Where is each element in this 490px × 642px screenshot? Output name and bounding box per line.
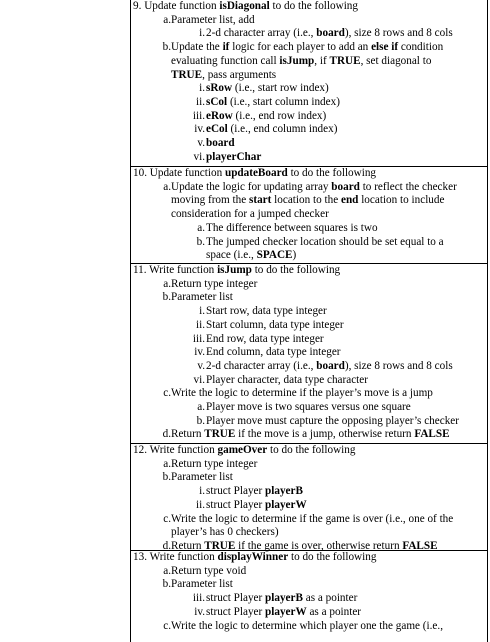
item-text: Return type integer	[171, 457, 258, 470]
item-bold: TRUE	[204, 539, 236, 552]
item-bold: board	[316, 359, 345, 372]
item-text: , set diagonal to	[360, 54, 432, 67]
item-text: evaluating function call	[171, 54, 280, 67]
list-item	[131, 41, 487, 55]
list-item	[131, 123, 487, 137]
item-bold: eCol	[206, 123, 228, 136]
title-text: Update function	[144, 0, 220, 12]
list-marker: ii.	[195, 95, 205, 108]
function-name: gameOver	[217, 444, 268, 456]
item-bold: end	[340, 194, 359, 207]
list-item	[131, 27, 487, 41]
list-marker: d.	[162, 539, 171, 552]
list-marker: a.	[163, 277, 171, 290]
item-bold: FALSE	[414, 428, 450, 441]
item-text: struct Player	[206, 605, 266, 618]
list-item	[131, 592, 487, 606]
list-item	[131, 428, 487, 442]
list-item	[131, 606, 487, 620]
list-item	[131, 333, 487, 347]
list-marker: a.	[163, 13, 171, 26]
item-bold: TRUE	[204, 428, 236, 441]
section-title	[131, 264, 487, 278]
item-bold: start	[249, 194, 272, 207]
function-name: isDiagonal	[219, 0, 270, 12]
list-marker: v.	[197, 359, 205, 372]
list-item	[131, 110, 487, 124]
list-marker: iii.	[192, 592, 205, 605]
item-text: as a pointer	[306, 605, 362, 618]
list-item	[131, 82, 487, 96]
list-marker: ii.	[195, 318, 205, 331]
list-item	[131, 360, 487, 374]
list-marker: iv.	[194, 123, 205, 136]
item-text: , if	[314, 54, 330, 67]
section-title	[131, 444, 487, 458]
item-bold: board	[331, 180, 360, 193]
section-cell	[131, 167, 487, 264]
item-text: Player character, data type character	[206, 373, 368, 386]
list-marker: vi.	[193, 373, 205, 386]
title-text: Write function	[149, 551, 218, 563]
list-marker: c.	[163, 512, 171, 525]
list-marker: d.	[162, 428, 171, 441]
item-text: struct Player	[206, 485, 266, 498]
section-cell	[131, 444, 487, 551]
item-text: Update the	[171, 41, 223, 54]
item-text: Parameter list	[171, 291, 233, 304]
item-text: Return type integer	[171, 277, 258, 290]
item-bold: else if	[371, 41, 399, 54]
list-item	[131, 181, 487, 195]
item-bold: sRow	[206, 82, 233, 95]
item-text: Write the logic to determine which player one the game (i.e.,	[171, 619, 443, 632]
title-text: to do the following	[288, 551, 377, 563]
list-marker: iv.	[194, 346, 205, 359]
list-item	[131, 291, 487, 305]
list-item	[131, 458, 487, 472]
list-marker: c.	[163, 619, 171, 632]
function-name: displayWinner	[217, 551, 289, 563]
list-item	[131, 620, 487, 634]
item-text: moving from the	[171, 194, 249, 207]
item-text: Parameter list, add	[171, 13, 255, 26]
list-marker: i.	[199, 82, 205, 95]
item-text: (i.e., end row index)	[232, 109, 327, 122]
item-text: Start column, data type integer	[206, 318, 344, 331]
item-text: space (i.e.,	[206, 249, 257, 262]
list-item	[131, 499, 487, 513]
list-marker: a.	[197, 401, 205, 414]
item-text: location to the	[271, 194, 341, 207]
item-text: struct Player	[206, 498, 266, 511]
function-name: isJump	[217, 264, 252, 276]
item-bold: board	[316, 27, 345, 40]
list-item	[131, 249, 487, 263]
item-text: consideration for a jumped checker	[171, 208, 329, 221]
item-text: Player move must capture the opposing player’s checker	[206, 414, 459, 427]
list-item	[131, 151, 487, 165]
section-cell	[131, 264, 487, 444]
list-item	[131, 578, 487, 592]
item-bold: if	[222, 41, 230, 54]
section-cell	[131, 0, 487, 167]
item-text: logic for each player to add an	[229, 41, 372, 54]
list-item	[131, 415, 487, 429]
list-marker: a.	[163, 564, 171, 577]
list-item	[131, 471, 487, 485]
item-text: End row, data type integer	[206, 332, 324, 345]
item-text: if the move is a jump, otherwise return	[235, 428, 415, 441]
item-bold: playerB	[265, 592, 303, 605]
list-marker: a.	[163, 180, 171, 193]
list-marker: i.	[199, 305, 205, 318]
list-marker: b.	[196, 235, 205, 248]
list-item	[131, 374, 487, 388]
item-text: 2-d character array (i.e.,	[206, 359, 317, 372]
title-text: to do the following	[287, 167, 377, 179]
list-item	[131, 236, 487, 250]
item-text: (i.e., end column index)	[227, 123, 338, 136]
list-marker: a.	[163, 457, 171, 470]
item-text: Return type void	[171, 564, 247, 577]
title-text: to do the following	[251, 264, 341, 276]
item-text: ), size 8 rows and 8 cols	[344, 27, 453, 40]
item-text: Player move is two squares versus one square	[206, 401, 411, 414]
item-text: condition	[398, 41, 444, 54]
list-item	[131, 526, 487, 540]
section-title	[131, 0, 487, 14]
item-bold: FALSE	[402, 539, 438, 552]
list-item	[131, 513, 487, 527]
item-text: The difference between squares is two	[206, 221, 378, 234]
item-text: if the game is over, otherwise return	[235, 539, 403, 552]
item-bold: SPACE	[256, 249, 293, 262]
list-marker: c.	[163, 387, 171, 400]
title-text: to do the following	[269, 0, 358, 12]
list-item	[131, 222, 487, 236]
item-text: Parameter list	[171, 578, 233, 591]
section-number: 11.	[133, 264, 150, 276]
section-number: 12.	[133, 444, 150, 456]
list-item	[131, 401, 487, 415]
item-text: player’s has 0 checkers)	[171, 526, 279, 539]
list-marker: iii.	[192, 332, 205, 345]
list-marker: vi.	[193, 150, 205, 163]
item-bold: playerW	[265, 498, 307, 511]
list-item	[131, 319, 487, 333]
section-number: 13.	[133, 551, 150, 563]
list-item	[131, 96, 487, 110]
item-bold: sCol	[206, 95, 228, 108]
item-bold: playerChar	[206, 150, 262, 163]
item-bold: eRow	[206, 109, 233, 122]
item-text: Return	[171, 428, 205, 441]
list-item	[131, 387, 487, 401]
item-text: )	[292, 249, 297, 262]
list-marker: b.	[162, 471, 171, 484]
item-text: as a pointer	[302, 592, 358, 605]
list-marker: a.	[197, 221, 205, 234]
item-text: (i.e., start row index)	[232, 82, 329, 95]
list-marker: iii.	[192, 109, 205, 122]
item-bold: TRUE	[329, 54, 361, 67]
list-item	[131, 55, 487, 69]
item-text: The jumped checker location should be set equal to a	[206, 235, 444, 248]
item-text: (i.e., start column index)	[227, 95, 340, 108]
instructions-table	[130, 0, 488, 642]
section-title	[131, 167, 487, 181]
function-name: updateBoard	[224, 167, 288, 179]
item-bold: board	[206, 137, 235, 150]
list-item	[131, 14, 487, 28]
list-marker: b.	[196, 414, 205, 427]
item-text: location to include	[358, 194, 445, 207]
list-item	[131, 485, 487, 499]
section-title	[131, 551, 487, 565]
item-text: End column, data type integer	[206, 346, 341, 359]
item-text: , pass arguments	[202, 68, 277, 81]
item-text: to reflect the checker	[359, 180, 457, 193]
list-item	[131, 346, 487, 360]
item-text: ), size 8 rows and 8 cols	[344, 359, 453, 372]
list-marker: b.	[162, 578, 171, 591]
list-item	[131, 278, 487, 292]
list-marker: b.	[162, 291, 171, 304]
title-text: Write function	[149, 264, 218, 276]
list-item	[131, 208, 487, 222]
section-number: 9.	[133, 0, 145, 12]
item-text: Start row, data type integer	[206, 305, 327, 318]
list-marker: iv.	[194, 605, 205, 618]
list-item	[131, 69, 487, 83]
title-text: Update function	[149, 167, 225, 179]
list-item	[131, 194, 487, 208]
item-text: Write the logic to determine if the game is over (i.e., one of the	[171, 512, 454, 525]
list-item	[131, 137, 487, 151]
title-text: Write function	[149, 444, 218, 456]
item-bold: TRUE	[171, 68, 203, 81]
list-item	[131, 565, 487, 579]
list-marker: i.	[199, 485, 205, 498]
item-text: Return	[171, 539, 205, 552]
section-cell	[131, 551, 487, 642]
item-text: struct Player	[206, 592, 266, 605]
item-text: 2-d character array (i.e.,	[206, 27, 317, 40]
item-text: Update the logic for updating array	[171, 180, 332, 193]
title-text: to do the following	[267, 444, 356, 456]
list-item	[131, 305, 487, 319]
list-marker: ii.	[195, 498, 205, 511]
list-marker: b.	[162, 41, 171, 54]
list-marker: v.	[197, 137, 205, 150]
section-number: 10.	[133, 167, 150, 179]
item-bold: playerB	[265, 485, 303, 498]
list-marker: i.	[199, 27, 205, 40]
item-text: Parameter list	[171, 471, 233, 484]
item-bold: isJump	[279, 54, 315, 67]
item-text: Write the logic to determine if the player’s move is a jump	[171, 387, 433, 400]
item-bold: playerW	[265, 605, 307, 618]
